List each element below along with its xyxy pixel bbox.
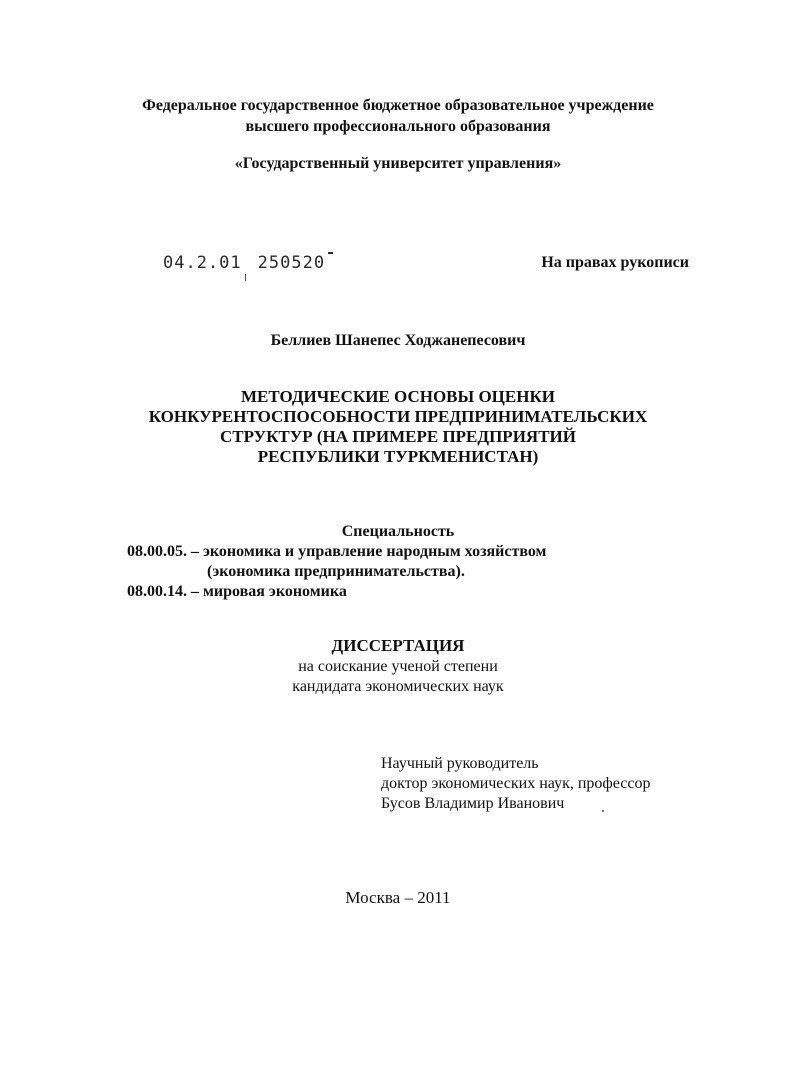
specialty-item-2: 08.00.14. – мировая экономика bbox=[127, 583, 347, 600]
rights-note: На правах рукописи bbox=[541, 254, 689, 271]
registration-code-b: 250520 bbox=[257, 253, 326, 273]
thesis-title-line-1: МЕТОДИЧЕСКИЕ ОСНОВЫ ОЦЕНКИ bbox=[240, 387, 556, 406]
supervisor-degree: доктор экономических наук, профессор bbox=[381, 775, 651, 792]
city-year: Москва – 2011 bbox=[345, 888, 451, 907]
degree-line-1: на соискание ученой степени bbox=[298, 658, 498, 675]
specialty-item-1-continuation: (экономика предпринимательства). bbox=[207, 563, 465, 580]
institution-line-1: Федеральное государственное бюджетное образовательное учреждение bbox=[142, 97, 654, 114]
dissertation-heading: ДИССЕРТАЦИЯ bbox=[331, 636, 465, 655]
degree-line-2: кандидата экономических наук bbox=[292, 678, 504, 695]
university-name: «Государственный университет управления» bbox=[234, 155, 562, 172]
specialty-heading: Специальность bbox=[341, 523, 455, 540]
stamp-tick-mark bbox=[245, 274, 246, 281]
author-name: Беллиев Шанепес Ходжанепесович bbox=[270, 332, 526, 349]
supervisor-label: Научный руководитель bbox=[381, 755, 539, 772]
supervisor-name: Бусов Владимир Иванович bbox=[381, 795, 565, 812]
specialty-item-1: 08.00.05. – экономика и управление народным хозяйством bbox=[127, 543, 547, 560]
registration-code-a: 04.2.01 bbox=[163, 253, 242, 273]
stamp-dash-mark bbox=[328, 252, 333, 254]
thesis-title-line-2: КОНКУРЕНТОСПОСОБНОСТИ ПРЕДПРИНИМАТЕЛЬСКИХ bbox=[148, 407, 648, 426]
scan-speck bbox=[602, 810, 604, 812]
registration-stamp bbox=[163, 252, 333, 273]
thesis-title-line-4: РЕСПУБЛИКИ ТУРКМЕНИСТАН) bbox=[257, 447, 539, 466]
thesis-title-line-3: СТРУКТУР (НА ПРИМЕРЕ ПРЕДПРИЯТИЙ bbox=[220, 427, 576, 446]
institution-line-2: высшего профессионального образования bbox=[245, 118, 551, 135]
